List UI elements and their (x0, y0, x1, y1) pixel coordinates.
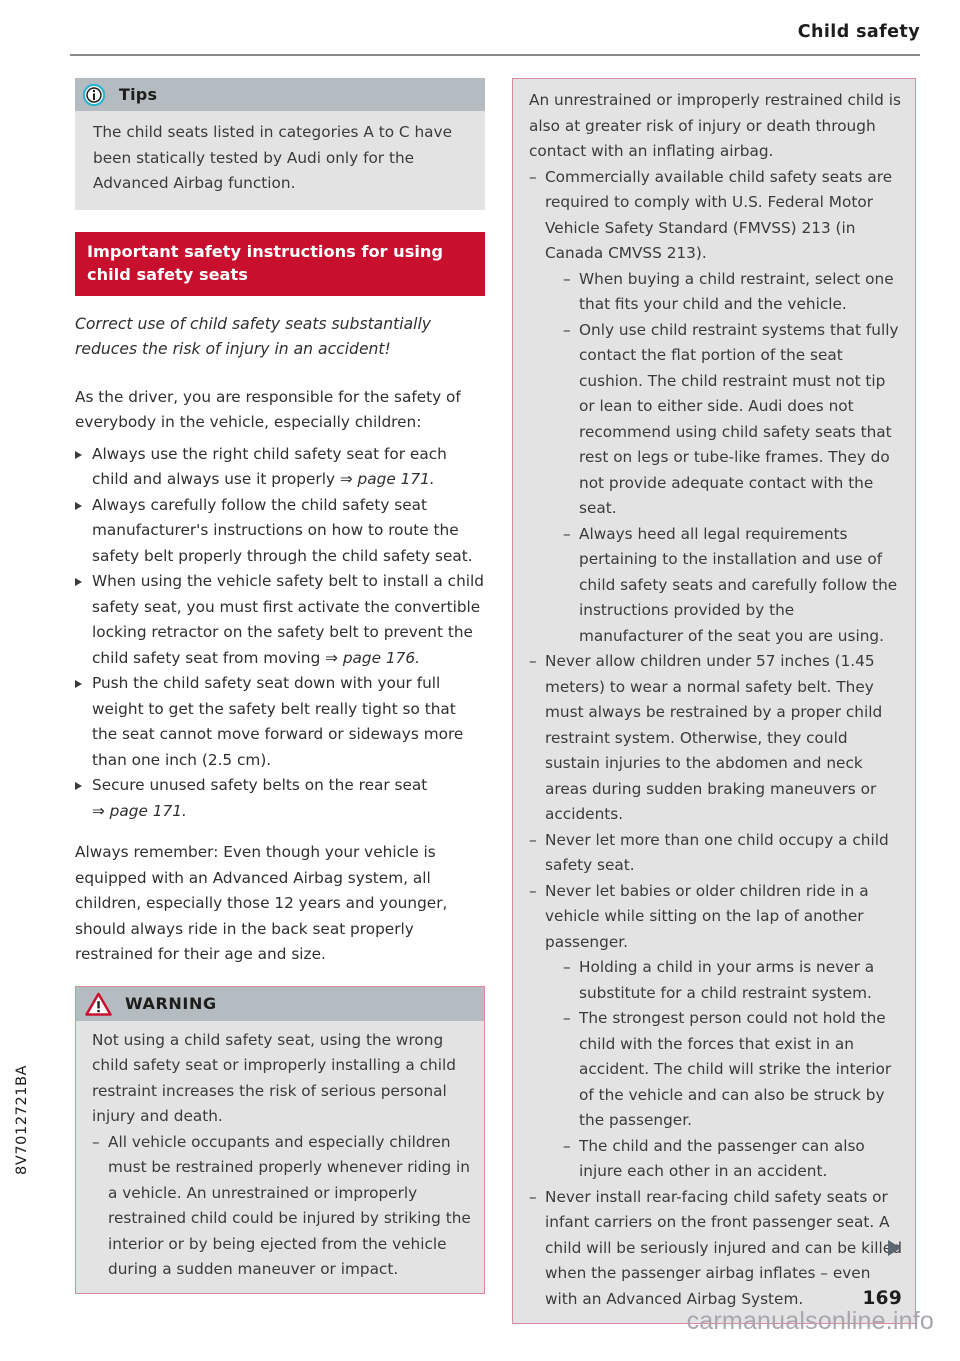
dash-bullet-icon: – (529, 1187, 537, 1206)
warning-continued-lead: An unrestrained or improperly restrained child is also at greater risk of injury or death through contact with an inflating airbag. (529, 91, 901, 160)
dash-bullet-icon: – (563, 269, 571, 288)
list-item-text: Always heed all legal requirements pertaining to the installation and use of child safety seats and carefully follow the instructions provided by the manufacturer of the seat you are using. (579, 524, 898, 645)
dash-bullet-icon: – (563, 1009, 571, 1027)
cross-reference[interactable]: ⇒ page 171. (92, 801, 187, 820)
dash-bullet-icon: – (529, 167, 537, 186)
list-item-text: Push the child safety seat down with your full weight to get the safety belt really tight so that the seat cannot move forward or sideways more than one inch (2.5 cm). (92, 674, 464, 769)
tips-box-header (75, 78, 485, 111)
warning-box (75, 986, 485, 1294)
triangle-bullet-icon (75, 782, 82, 790)
warning-box-title: WARNING (125, 994, 217, 1013)
triangle-bullet-icon (75, 578, 82, 586)
section-lead: Correct use of child safety seats substantially reduces the risk of injury in an accident! (75, 314, 432, 358)
warning-sub-list (563, 267, 903, 650)
list-item (529, 879, 903, 1185)
list-item (75, 773, 485, 824)
watermark: carmanualsonline.info (686, 1307, 934, 1335)
list-item (529, 165, 903, 650)
dash-bullet-icon: – (529, 830, 537, 849)
page-number: 169 (862, 1288, 902, 1309)
list-item (563, 955, 903, 1006)
warning-item-list (92, 1130, 472, 1283)
list-item-text: Always use the right child safety seat for each child and always use it properly (92, 444, 447, 488)
triangle-bullet-icon (75, 502, 82, 510)
list-item-text: Never let babies or older children ride in a vehicle while sitting on the lap of another passenger. (545, 881, 869, 951)
list-item-text: When buying a child restraint, select one that fits your child and the vehicle. (579, 269, 894, 313)
section-heading: Important safety instructions for using child safety seats (75, 232, 485, 296)
document-code: 8V7012721BA (14, 1064, 30, 1175)
warning-box-continued (512, 78, 916, 1324)
list-item (563, 1134, 903, 1185)
info-circle-icon (83, 84, 105, 106)
dash-bullet-icon: – (563, 320, 571, 339)
dash-bullet-icon: – (563, 958, 571, 976)
list-item-text: Secure unused safety belts on the rear seat (92, 776, 428, 794)
list-item-text: When using the vehicle safety belt to install a child safety seat, you must first activate the convertible locking retractor on the safety belt to prevent the child safety seat from moving (92, 572, 484, 667)
tips-box (75, 78, 485, 210)
warning-continued-list (529, 165, 903, 1313)
list-item (75, 442, 485, 493)
cross-reference[interactable]: ⇒ page 171. (339, 470, 435, 488)
continue-arrow-icon (888, 1240, 901, 1256)
list-item-text: Never let more than one child occupy a child safety seat. (545, 830, 889, 874)
warning-intro-text: Not using a child safety seat, using the wrong child safety seat or improperly installing a child restraint increases the risk of serious personal injury and death. (92, 1030, 456, 1125)
list-item-text: All vehicle occupants and especially children must be restrained properly whenever riding in a vehicle. An unrestrained or improperly restrained child could be injured by striking the interior or by being ejected from the vehicle during a sudden maneuver or impact. (108, 1132, 471, 1278)
list-item-text: Commercially available child safety seats are required to comply with U.S. Federal Motor Vehicle Safety Standard (FMVSS) 213 (in Canada CMVSS 213). (545, 167, 893, 262)
section-closing: Always remember: Even though your vehicle is equipped with an Advanced Airbag system, all children, especially those 12 years and younger, should always ride in the back seat properly restrained for their age and size. (75, 843, 448, 963)
tips-box-title: Tips (119, 85, 158, 104)
dash-bullet-icon: – (92, 1132, 100, 1151)
list-item (529, 649, 903, 828)
dash-bullet-icon: – (529, 652, 537, 670)
list-item (529, 828, 903, 879)
list-item-text: Holding a child in your arms is never a substitute for a child restraint system. (579, 958, 875, 1002)
section-intro: As the driver, you are responsible for the safety of everybody in the vehicle, especially children: (75, 387, 461, 431)
list-item (529, 1185, 903, 1313)
tips-box-body (75, 111, 485, 210)
warning-sub-list (563, 955, 903, 1185)
tips-box-text: The child seats listed in categories A to C have been statically tested by Audi only for the Advanced Airbag function. (93, 123, 452, 192)
page-title: Child safety (797, 22, 920, 42)
list-item-text: Never install rear-facing child safety seats or infant carriers on the front passenger seat. A child will be seriously injured and can be killed when the passenger airbag inflates – even with an Advanced Airbag System. (545, 1187, 902, 1308)
triangle-bullet-icon (75, 680, 82, 688)
list-item (75, 671, 485, 773)
cross-reference[interactable]: ⇒ page 176. (325, 648, 420, 667)
warning-box-body (76, 1021, 484, 1293)
right-column (512, 78, 916, 1324)
list-item-text: The child and the passenger can also injure each other in an accident. (579, 1136, 865, 1180)
warning-box-header (76, 987, 484, 1021)
triangle-bullet-icon (75, 451, 82, 459)
list-item-text: Never allow children under 57 inches (1.45 meters) to wear a normal safety belt. They must always be restrained by a proper child restraint system. Otherwise, they could sustain injuries to the abdomen and neck areas during sudden braking maneuvers or accidents. (545, 652, 883, 823)
dash-bullet-icon: – (529, 881, 537, 900)
warning-triangle-icon (85, 992, 112, 1016)
list-item (563, 1006, 903, 1134)
list-item-text: The strongest person could not hold the child with the forces that exist in an accident. The child will strike the interior of the vehicle and can also be struck by the passenger. (579, 1009, 892, 1129)
header-rule (70, 54, 920, 56)
safety-bullet-list (75, 442, 485, 825)
dash-bullet-icon: – (563, 524, 571, 543)
list-item (75, 493, 485, 570)
left-column (75, 78, 485, 1294)
list-item (563, 267, 903, 318)
list-item (563, 318, 903, 522)
list-item (75, 569, 485, 671)
list-item (92, 1130, 472, 1283)
list-item-text: Only use child restraint systems that fully contact the flat portion of the seat cushion. The child restraint must not tip or lean to either side. Audi does not recommend using child safety seats that rest on legs or tube-like frames. They do not provide adequate contact with the seat. (579, 320, 899, 517)
list-item (563, 522, 903, 650)
dash-bullet-icon: – (563, 1136, 571, 1155)
list-item-text: Always carefully follow the child safety seat manufacturer's instructions on how to route the safety belt properly through the child safety seat. (92, 495, 473, 565)
